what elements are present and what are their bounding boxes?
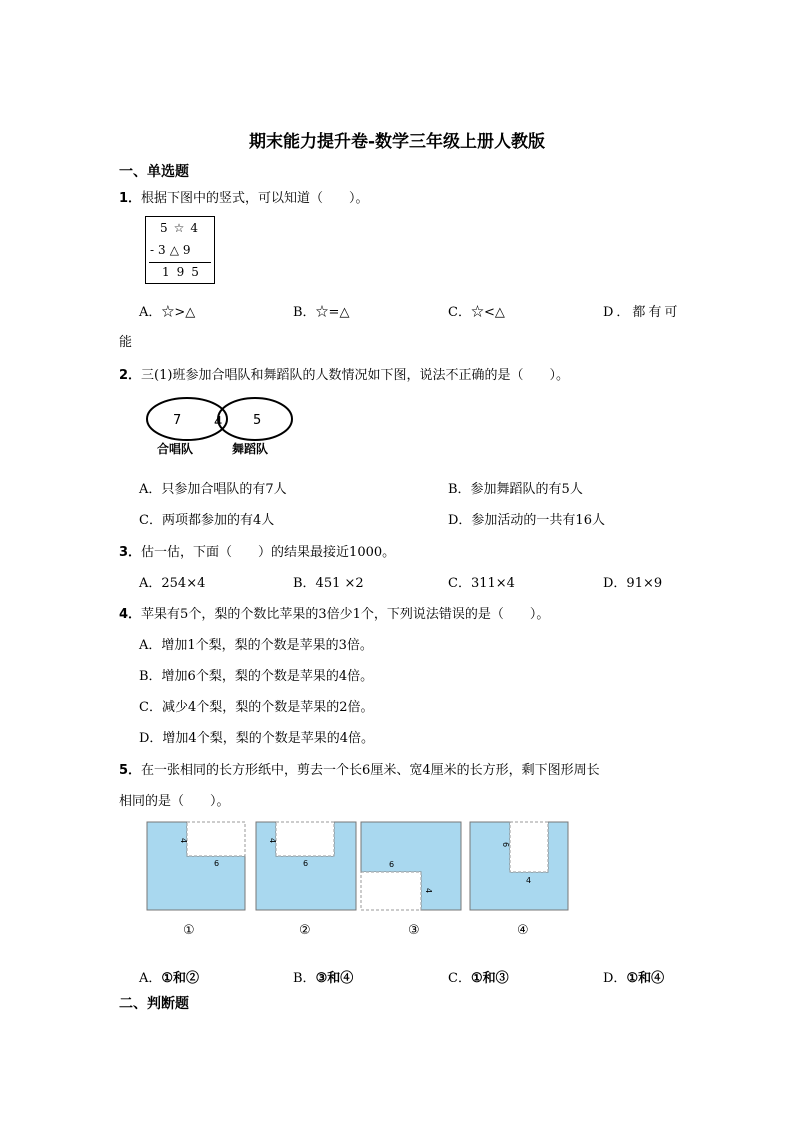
caption-2: ②: [299, 923, 311, 938]
question-1: [119, 187, 369, 206]
subtrahend-row: -3△9: [150, 243, 195, 257]
option-b[interactable]: B．增加6个梨，梨的个数是苹果的4倍。: [139, 669, 374, 684]
option-letter: A．: [139, 971, 162, 986]
caption-3: ③: [408, 923, 420, 938]
option-a[interactable]: [139, 967, 199, 986]
dim-width-1: 4: [179, 838, 188, 844]
option-letter: C．: [448, 971, 471, 986]
subtraction-line: [149, 262, 211, 263]
venn-diagram: [140, 395, 300, 461]
vertical-subtraction-figure: [145, 216, 215, 284]
section-heading-true-false: 二、判断题: [119, 996, 189, 1012]
dim-length-4: 6: [501, 842, 510, 848]
shape-3: [361, 822, 461, 910]
dim-length-1: 6: [214, 859, 220, 868]
question-2: [119, 364, 569, 383]
option-c[interactable]: [448, 967, 509, 986]
question-5-line-2: 相同的是（ ）。: [119, 794, 230, 809]
question-text: 三(1)班参加合唱队和舞蹈队的人数情况如下图，说法不正确的是（ ）。: [141, 368, 569, 383]
page-title: 期末能力提升卷-数学三年级上册人教版: [248, 132, 546, 152]
choir-label: 合唱队: [157, 442, 194, 456]
option-text: ①和③: [470, 971, 509, 986]
question-number: 2．: [119, 368, 142, 383]
option-text: ③和④: [315, 971, 354, 986]
option-b[interactable]: B．参加舞蹈队的有5人: [448, 482, 583, 497]
option-a[interactable]: A．☆>△: [139, 305, 196, 320]
dim-length-2: 6: [303, 859, 309, 868]
option-letter: B．: [293, 971, 316, 986]
cut-piece-1: [187, 822, 245, 856]
question-4: [119, 603, 549, 622]
option-b[interactable]: B．451 ×2: [293, 576, 364, 591]
shape-4: [470, 822, 568, 910]
option-d[interactable]: [603, 967, 664, 986]
question-text: 估一估，下面（ ）的结果最接近1000。: [141, 545, 396, 560]
question-text: 苹果有5个，梨的个数比苹果的3倍少1个，下列说法错误的是（ ）。: [141, 607, 550, 622]
shape-2: [256, 822, 356, 910]
option-c[interactable]: C．311×4: [448, 576, 515, 591]
both-count: 4: [214, 415, 223, 430]
option-a[interactable]: A．增加1个梨，梨的个数是苹果的3倍。: [139, 638, 373, 653]
cut-piece-2: [276, 822, 334, 856]
caption-1: ①: [183, 923, 195, 938]
dim-width-3: 4: [424, 888, 433, 894]
question-number: 1．: [119, 191, 142, 206]
option-c[interactable]: C．减少4个梨，梨的个数是苹果的2倍。: [139, 700, 374, 715]
question-number: 4．: [119, 607, 142, 622]
cut-piece-4: [510, 822, 548, 872]
option-c[interactable]: C．☆<△: [448, 305, 505, 320]
dim-width-2: 4: [268, 838, 277, 844]
shape-1: [147, 822, 245, 910]
option-d[interactable]: D．增加4个梨，梨的个数是苹果的4倍。: [139, 731, 374, 746]
cut-piece-3: [361, 872, 421, 910]
option-d[interactable]: D．都有可: [603, 305, 681, 320]
dance-label: 舞蹈队: [232, 442, 269, 456]
option-d[interactable]: D．91×9: [603, 576, 663, 591]
section-heading-single-choice: 一、单选题: [119, 164, 189, 180]
question-text-line-1: 在一张相同的长方形纸中，剪去一个长6厘米、宽4厘米的长方形，剩下图形周长: [141, 763, 600, 778]
option-d[interactable]: D．参加活动的一共有16人: [448, 513, 605, 528]
choir-only-count: 7: [173, 413, 182, 428]
option-a[interactable]: A．254×4: [139, 576, 206, 591]
question-number: 5．: [119, 763, 142, 778]
option-letter: D．: [603, 971, 627, 986]
option-a[interactable]: A．只参加合唱队的有7人: [139, 482, 287, 497]
cut-rectangles-figure: [145, 820, 575, 942]
dance-only-count: 5: [253, 413, 262, 428]
question-3: [119, 541, 395, 560]
difference-row: 195: [162, 265, 206, 279]
option-text: ①和②: [161, 971, 200, 986]
minuend-row: 5☆4: [160, 221, 205, 235]
option-d-wrap: 能: [119, 335, 133, 350]
caption-4: ④: [517, 923, 529, 938]
option-text: ①和④: [626, 971, 665, 986]
dim-width-4: 4: [526, 876, 532, 885]
option-b[interactable]: [293, 967, 353, 986]
question-text: 根据下图中的竖式，可以知道（ ）。: [141, 191, 369, 206]
question-5: [119, 759, 600, 778]
option-c[interactable]: C．两项都参加的有4人: [139, 513, 275, 528]
option-b[interactable]: B．☆=△: [293, 305, 350, 320]
question-number: 3．: [119, 545, 142, 560]
dim-length-3: 6: [389, 860, 395, 869]
